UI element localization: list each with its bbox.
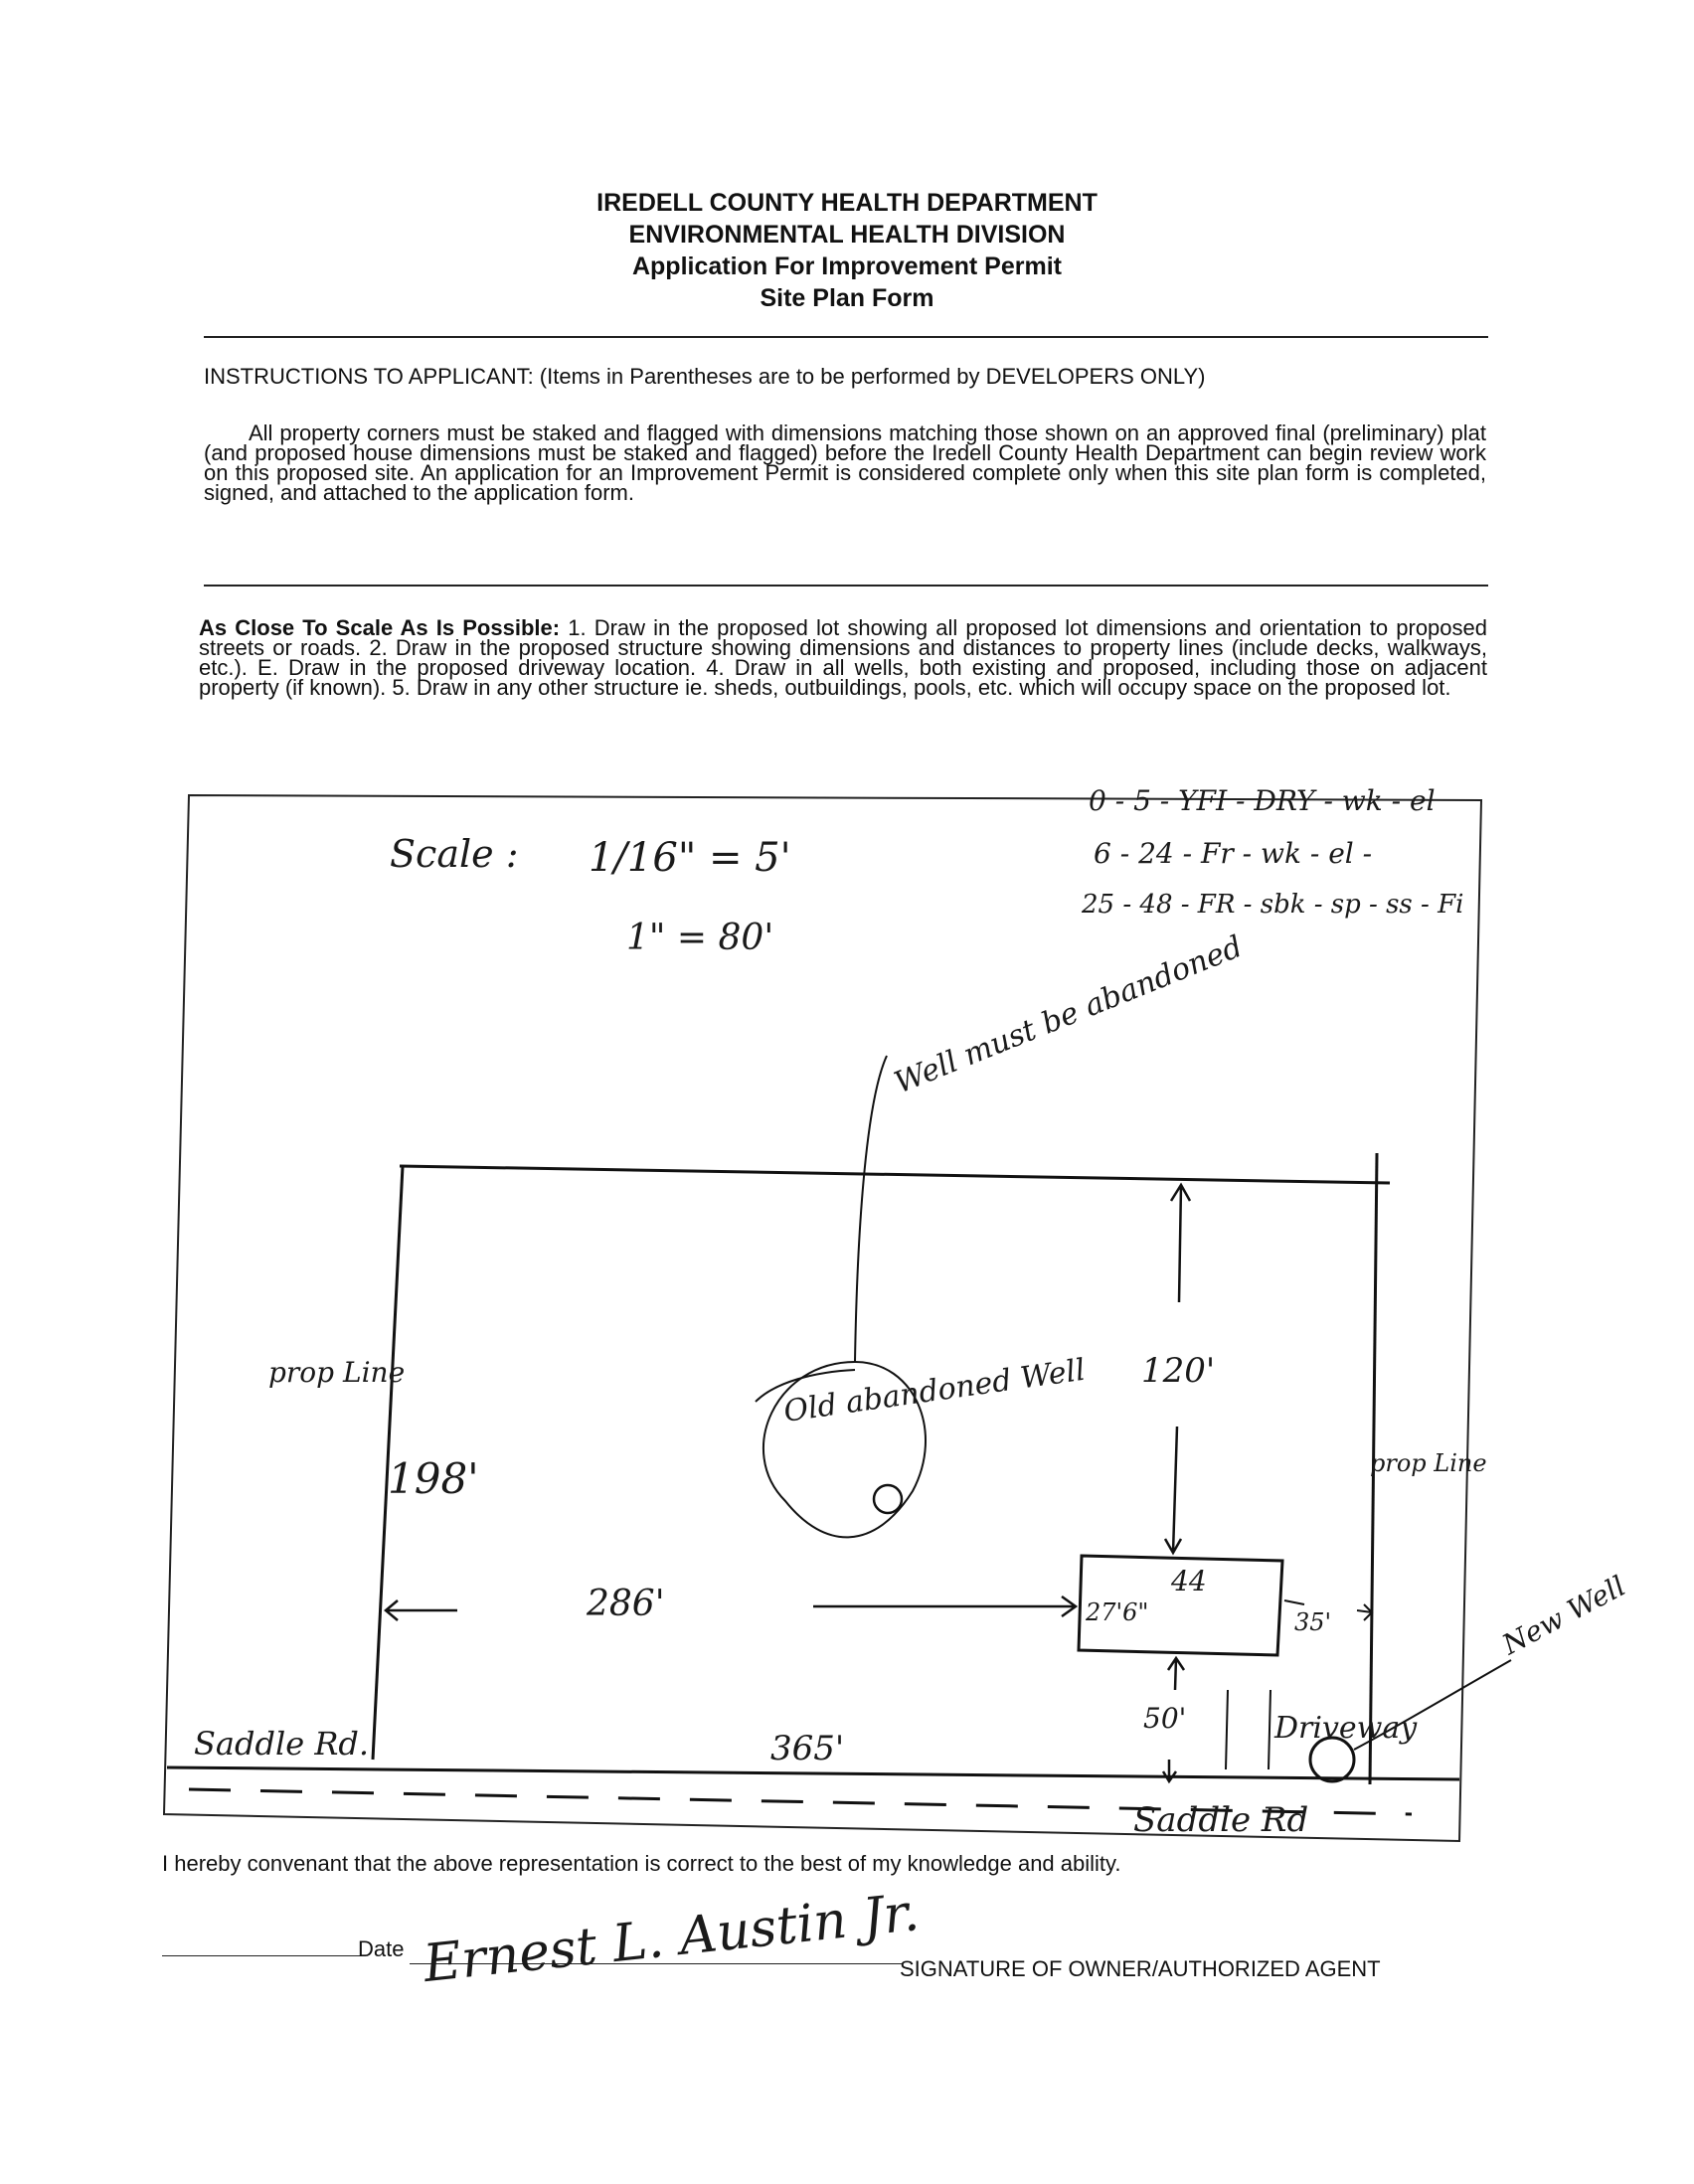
soil-note-2: 6 - 24 - Fr - wk - el -: [1094, 837, 1373, 870]
arrow-50-up: [1168, 1658, 1184, 1690]
well-abandon-note: Well must be abandoned: [889, 928, 1248, 1101]
road-edge: [167, 1767, 1459, 1779]
prop-line-right: prop Line: [1370, 1449, 1487, 1477]
new-well-label: New Well: [1496, 1569, 1631, 1662]
scale-value-2: 1" = 80': [626, 918, 774, 958]
well-callout-line: [855, 1056, 887, 1362]
dept-title: IREDELL COUNTY HEALTH DEPARTMENT: [596, 189, 1098, 217]
lot-top-line: [400, 1166, 1390, 1183]
owner-signature: Ernest L. Austin Jr.: [421, 1883, 923, 1994]
dimension-27-6: 27'6": [1086, 1598, 1149, 1626]
form-subtitle: Site Plan Form: [760, 284, 934, 312]
scale-value-1: 1/16" = 5': [589, 835, 791, 881]
prop-line-left: prop Line: [268, 1356, 406, 1389]
dimension-198: 198': [388, 1454, 479, 1503]
instructions-heading: INSTRUCTIONS TO APPLICANT: (Items in Parentheses are to be performed by DEVELOPERS ONLY): [204, 364, 1206, 389]
division-title: ENVIRONMENTAL HEALTH DIVISION: [628, 221, 1066, 249]
saddle-rd-label-bottom: Saddle Rd: [1133, 1800, 1309, 1840]
soil-note-3: 25 - 48 - FR - sbk - sp - ss - Fi: [1082, 890, 1464, 920]
scale-instructions-lead: As Close To Scale As Is Possible:: [199, 615, 561, 640]
dimension-50: 50': [1143, 1702, 1187, 1735]
arrow-120-down: [1165, 1427, 1181, 1553]
instructions-paragraph: All property corners must be staked and flagged with dimensions matching those shown on an approved final (preliminary) plat (and proposed house dimensions must be staked and flagged) before the Iredell County Health Department can begin review work on this proposed site. An application for an Improvement Permit is considered complete only when this site plan form is completed, signed, and attached to the application form.: [204, 420, 1486, 505]
dimension-120: 120': [1141, 1351, 1216, 1391]
dimension-365: 365': [770, 1729, 845, 1768]
arrow-286-left: [386, 1600, 457, 1620]
dimension-286: 286': [587, 1584, 665, 1624]
arrow-120-up: [1171, 1185, 1190, 1302]
scale-label: Scale :: [390, 832, 519, 876]
driveway-label: Driveway: [1274, 1711, 1418, 1746]
soil-note-1: 0 - 5 - YFI - DRY - wk - el: [1089, 784, 1436, 817]
dimension-35: 35': [1294, 1608, 1332, 1636]
covenant-statement: I hereby convenant that the above representation is correct to the best of my knowledge and ability.: [162, 1851, 1121, 1876]
old-well-label: Old abandoned Well: [781, 1352, 1088, 1429]
saddle-rd-label-left: Saddle Rd.: [194, 1725, 370, 1763]
old-well-circle: [874, 1485, 902, 1513]
driveway-lines: [1226, 1690, 1270, 1769]
drawing-frame: [164, 795, 1481, 1841]
signature-label: SIGNATURE OF OWNER/AUTHORIZED AGENT: [900, 1956, 1381, 1981]
date-line: [162, 1955, 361, 1956]
dimension-44: 44: [1171, 1565, 1207, 1597]
form-title: Application For Improvement Permit: [631, 252, 1062, 280]
scale-instructions-text: 1. Draw in the proposed lot showing all proposed lot dimensions and orientation to proposed streets or roads. 2. Draw in the proposed structure showing dimensions and distances to property lines (include decks, walkways, etc.). E. Draw in the proposed driveway location. 4. Draw in all wells, both existing and proposed, including those on adjacent property (if known). 5. Draw in any other structure ie. sheds, outbuildings, pools, etc. which will occupy space on the proposed lot.: [199, 615, 1487, 700]
date-label: Date: [358, 1936, 405, 1961]
arrow-286-right: [813, 1596, 1076, 1616]
